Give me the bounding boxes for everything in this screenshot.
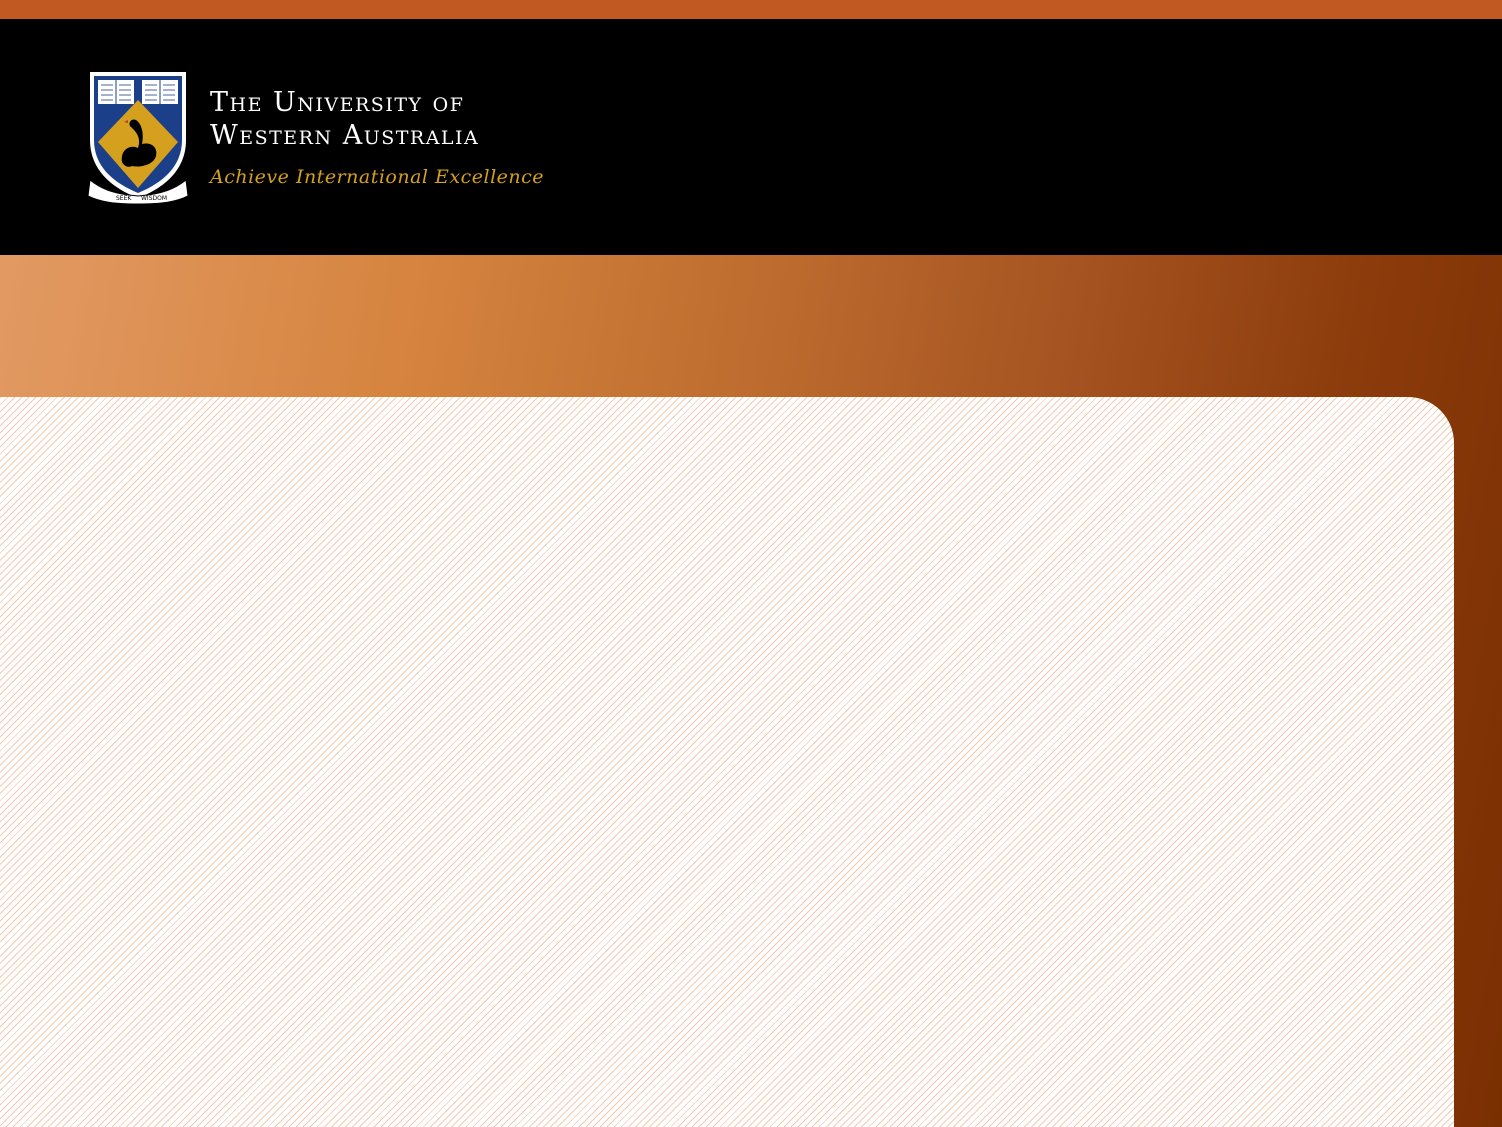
university-wordmark bbox=[210, 86, 570, 188]
university-name-line1: The University of bbox=[210, 87, 465, 118]
university-name-line2: Western Australia bbox=[210, 120, 480, 151]
motto-right: WISDOM bbox=[141, 195, 168, 202]
university-tagline: Achieve International Excellence bbox=[210, 166, 545, 188]
top-accent-stripe bbox=[0, 0, 1502, 19]
content-panel bbox=[0, 397, 1454, 1127]
motto-left: SEEK bbox=[116, 195, 132, 202]
header-band bbox=[0, 19, 1502, 255]
university-crest-icon bbox=[86, 70, 190, 204]
